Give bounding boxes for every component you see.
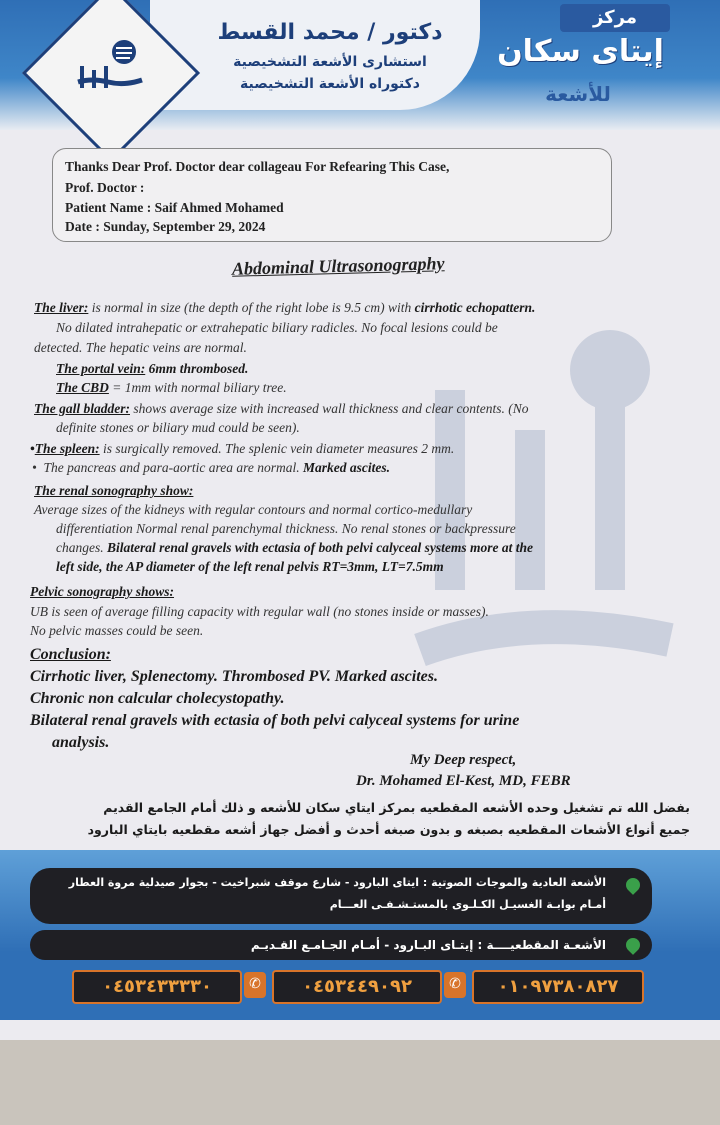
renal-heading: The renal sonography show: (34, 483, 194, 498)
watermark-logo-icon (380, 290, 680, 710)
doctor-title-2: دكتوراه الأشعة التشخيصية (240, 76, 420, 92)
center-branding (468, 0, 700, 120)
liver-line-2: No dilated intrahepatic or extrahepatic biliary radicles. No focal lesions could be (56, 320, 498, 335)
center-label: مركز (560, 4, 670, 32)
gall-bladder-line-2: definite stones or biliary mud could be seen). (56, 420, 300, 435)
pancreas-text: The pancreas and para-aortic area are normal. (43, 460, 303, 475)
renal-line-1: Average sizes of the kidneys with regular contours and normal cortico-medullary (34, 502, 473, 517)
footer-address-pill-1 (30, 868, 652, 924)
pancreas-line: • The pancreas and para-aortic area are normal. Marked ascites. (32, 460, 390, 475)
cbd-heading: The CBD (56, 380, 109, 395)
renal-changes: changes. (56, 540, 107, 555)
liver-line-1 (34, 300, 535, 316)
footer-address-1b: أمـام بوابـة الغسيـل الكـلـوى بالمستـشـفـى العـــام (329, 898, 606, 911)
center-subtitle: للأشعة (545, 82, 611, 106)
renal-line-3 (56, 540, 533, 556)
referral-doctor: Prof. Doctor : (65, 180, 145, 195)
phone-icon-2: ✆ (444, 972, 466, 998)
renal-heading-line (34, 483, 193, 499)
cbd-text: = 1mm with normal biliary tree. (108, 380, 287, 395)
spleen-line: •The spleen: is surgically removed. The splenic vein diameter measures 2 mm. (30, 441, 455, 456)
liver-heading: The liver: (34, 300, 89, 315)
signature-name: Dr. Mohamed El-Kest, MD, FEBR (356, 773, 571, 789)
phone-number-2[interactable]: ٠٤٥٣٤٤٩٠٩٢ (272, 970, 442, 1004)
signature-greeting: My Deep respect, (410, 752, 517, 768)
portal-vein-text: 6mm thrombosed. (145, 361, 249, 376)
phone-number-3[interactable]: ٠١٠٩٧٣٨٠٨٢٧ (472, 970, 644, 1004)
doctor-name: دكتور / محمد القسط (217, 20, 443, 45)
pelvic-heading-line (30, 584, 174, 600)
gall-bladder-text: shows average size with increased wall thickness and clear contents. (No (130, 401, 529, 416)
phone-icon-1: ✆ (244, 972, 266, 998)
doctor-title-1: استشارى الأشعة التشخيصية (233, 54, 427, 70)
renal-line-4: left side, the AP diameter of the left renal pelvis RT=3mm, LT=7.5mm (56, 559, 444, 574)
renal-line-2: differentiation Normal renal parenchymal thickness. No renal stones or backpressure (56, 521, 516, 536)
pelvic-heading: Pelvic sonography shows: (30, 584, 175, 599)
referral-thanks: Thanks Dear Prof. Doctor dear collageau For Refearing This Case, (65, 159, 450, 174)
center-name: إيتاى سكان (497, 34, 664, 69)
center-logo-icon (72, 36, 146, 106)
conclusion-line-2: Chronic non calcular cholecystopathy. (30, 690, 285, 707)
conclusion-line-4: analysis. (52, 734, 110, 751)
liver-line-3: detected. The hepatic veins are normal. (34, 340, 247, 355)
portal-vein-line (56, 361, 248, 377)
gall-bladder-line-1 (34, 401, 528, 417)
spleen-heading: The spleen: (34, 441, 100, 456)
conclusion-heading: Conclusion: (30, 646, 111, 663)
footer-address-2: الأشعـة المقطعيــــة : إيتـاى البـارود - أمـام الجـامـع القـديـم (250, 938, 606, 952)
footer-address-1a: الأشعة العادية والموجات الصوتية : ايتاى البارود - شارع موقف شبراخيت - بجوار صيدلية مروة العطار (68, 876, 606, 889)
phone-number-1[interactable]: ٠٤٥٣٤٣٣٣٣٠ (72, 970, 242, 1004)
conclusion-line-1: Cirrhotic liver, Splenectomy. Thrombosed PV. Marked ascites. (30, 668, 438, 685)
report-title: Abdominal Ultrasonography (231, 253, 445, 279)
footer-address-pill-2 (30, 930, 652, 960)
table-background (0, 1040, 720, 1125)
pancreas-ascites: Marked ascites. (302, 460, 390, 475)
pelvic-line-1: UB is seen of average filling capacity with regular wall (no stones inside or masses). (30, 604, 489, 619)
liver-echopattern: cirrhotic echopattern. (414, 300, 536, 315)
report-date: Date : Sunday, September 29, 2024 (65, 219, 266, 234)
arabic-note-2: جميع أنواع الأشعات المقطعيه بصبغه و بدون صبغه أحدث و أفضل جهاز أشعه مقطعيه بايتاي البارود (87, 822, 690, 837)
cbd-line (56, 380, 287, 396)
gall-bladder-heading: The gall bladder: (34, 401, 130, 416)
spleen-text: is surgically removed. The splenic vein diameter measures 2 mm. (99, 441, 455, 456)
renal-gravels: Bilateral renal gravels with ectasia of both pelvi calyceal systems more at the (107, 540, 533, 555)
pelvic-line-2: No pelvic masses could be seen. (30, 623, 204, 638)
portal-vein-heading: The portal vein: (56, 361, 146, 376)
conclusion-line-3: Bilateral renal gravels with ectasia of both pelvi calyceal systems for urine (30, 712, 520, 729)
patient-name: Patient Name : Saif Ahmed Mohamed (65, 200, 284, 215)
referral-box (52, 148, 612, 242)
liver-text: is normal in size (the depth of the right lobe is 9.5 cm) with (88, 300, 415, 315)
arabic-note-1: بفضل الله تم تشغيل وحده الأشعه المقطعيه بمركز ايتاي سكان للأشعه و ذلك أمام الجامع القديم (103, 800, 690, 815)
